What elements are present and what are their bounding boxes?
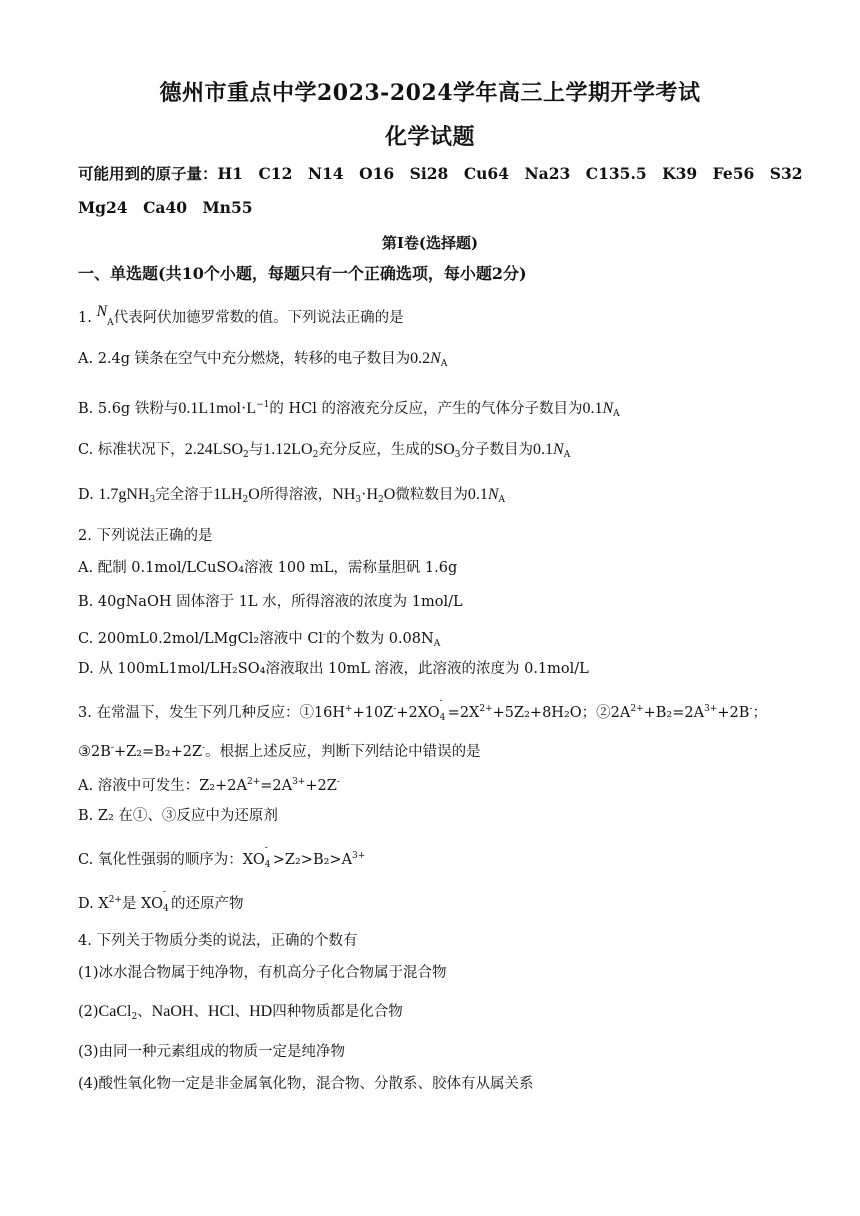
q1-d-nh3h2o: NH [332, 486, 356, 503]
q4-i2-sep1: 、 [137, 1004, 152, 1020]
q1-c-mid2: 充分反应，生成的 [318, 442, 435, 458]
q2-c-sub: A [433, 639, 441, 649]
q1-d-nh3h2o-o: O [383, 486, 396, 503]
q3-c-xo4-ion: - 4 [264, 843, 271, 870]
q1-a-na-sub: A [440, 359, 448, 369]
q1-a-text: A. 2.4g 镁条在空气中充分燃烧，转移的电子数目为 [78, 351, 411, 367]
q1-d-na: N [487, 486, 499, 503]
q3-d-xo4-ion: - 4 [163, 887, 169, 914]
q1-c-na-sub: A [563, 450, 571, 460]
q3-xo4-ion: - 4 [439, 696, 446, 723]
q1-d-mid3: 微粒数目为 [395, 487, 468, 503]
q3-l1-h: ； [752, 705, 767, 721]
section-heading: 一、单选题(共10个小题，每题只有一个正确选项，每小题2分) [78, 264, 527, 283]
q1-d-nh3h2o-h: ·H [361, 486, 379, 503]
q1-option-d: D. 1.7gNH$_3$完全溶于$1LH_2O$所得溶液，$NH_3\cdot H_2O$微粒数目为$0.1N_A$ [78, 486, 505, 505]
q1-c-o2: 1.12LO [263, 441, 313, 458]
q2-c-text: C. 200mL0.2mol/LMgCl₂溶液中 Cl [78, 631, 324, 647]
q1-b-text: B. 5.6g 铁粉与 [78, 401, 179, 417]
q4-item-2: (2)CaCl$_2$、NaOH、HCl、HD四种物质都是化合物 [78, 1003, 403, 1022]
q1-b-na-sub: A [613, 409, 620, 419]
q1-c-mid3: 分子数目为 [460, 442, 534, 458]
q4-i2-hd: HD [249, 1003, 273, 1020]
q1-b-conc-sup: −1 [256, 400, 270, 410]
q1-d-water: 1LH [213, 486, 243, 503]
q3-option-c: C. 氧化性强弱的顺序为：XO - 4 $>Z_2>B_2>A^{3+}$ [78, 843, 366, 870]
q1-option-b [78, 395, 620, 424]
q1-d-na-sub: A [498, 495, 505, 505]
q2-option-c [78, 625, 440, 654]
q4-i2-pre: (2) [78, 1004, 99, 1020]
q3-l1-e: +5Z₂+8H₂O；②2A [492, 705, 631, 721]
q3-c-pre: C. 氧化性强弱的顺序为：XO [78, 852, 265, 868]
question-3-line-1: 3. 在常温下，发生下列几种反应：①16H++10Z-+2XO - 4 $=2X^{2+}+5Z_2+8H_2O$；$②2A^{2+}+B_2=2A^{3+}+2B^-$； [78, 696, 767, 723]
q3-l1-d: =2X [447, 705, 480, 721]
volume-heading: 第I卷(选择题) [381, 234, 479, 252]
q3-option-a: A. 溶液中可发生：$Z_2+2A^{2+}=2A^{3+}+2Z^-$ [78, 777, 340, 794]
q1-d-nh3: 1.7gNH [98, 486, 150, 503]
q3-l1-a: 3. 在常温下，发生下列几种反应：①16H [78, 705, 346, 721]
q3-d-mid: 是 XO [121, 896, 164, 912]
q1-na-symbol: N [96, 303, 108, 320]
atomic-mass-values-1: H1 C12 N14 O16 Si28 Cu64 Na23 C135.5 K39 Fe56 S32 [217, 164, 803, 183]
q4-i2-sep2: 、 [193, 1004, 208, 1020]
q3-a-pre: A. 溶液中可发生：Z₂+2A [78, 778, 247, 794]
q2-option-d: D. 从 100mL1mol/LH₂SO₄溶液取出 10mL 溶液，此溶液的浓度为 0.1mol/L [78, 661, 589, 677]
q3-l1-f: +B₂=2A [643, 705, 705, 721]
q3-c-post: >Z₂>B₂>A [272, 852, 353, 868]
q1-b-mid: 的 HCl 的溶液充分反应，产生的气体分子数目为 [269, 401, 583, 417]
q1-na-sub: A [107, 318, 114, 328]
q1-option-a [78, 349, 447, 374]
q1-d-text: D. [78, 487, 99, 503]
exam-subtitle: 化学试题 [384, 124, 475, 150]
q1-number: 1. [78, 310, 92, 326]
q3-l2-b: +Z₂=B₂+2Z [113, 744, 203, 760]
q4-i2-post: 四种物质都是化合物 [272, 1004, 403, 1020]
question-3-line-2: ③2B-+Z₂=B₂+2Z-。根据上述反应，判断下列结论中错误的是 [78, 743, 481, 760]
q2-c-post: 的个数为 0.08N [326, 631, 434, 647]
q4-i2-cacl2: CaCl [98, 1003, 132, 1020]
q1-a-value: 0.2 [410, 350, 431, 367]
q1-c-value: 0.1 [533, 441, 554, 458]
q1-c-text: C. 标准状况下， [78, 442, 185, 458]
question-2-stem: 2. 下列说法正确的是 [78, 528, 213, 544]
q1-a-na: N [430, 350, 441, 367]
q3-l1-b: +10Z [352, 705, 394, 721]
q1-b-na: N [602, 400, 614, 417]
atomic-mass-line-1 [78, 164, 803, 184]
atomic-mass-values-2: Mg24 Ca40 Mn55 [78, 198, 253, 217]
q1-c-so3: SO [434, 441, 455, 458]
q3-l2-a: ③2B [78, 744, 111, 760]
q3-option-b: B. Z₂ 在①、③反应中为还原剂 [78, 808, 278, 824]
q1-d-water-o: O [248, 486, 260, 503]
q2-option-a: A. 配制 0.1mol/LCuSO₄溶液 100 mL，需称量胆矾 1.6g [78, 560, 458, 576]
q4-i2-sep3: 、 [234, 1004, 250, 1020]
q1-d-mid1: 完全溶于 [155, 487, 214, 503]
q1-b-conc: 0.1L1mol·L [178, 400, 257, 417]
q1-option-c: C. 标准状况下，$2.24LSO_2$与$1.12LO_2$充分反应，生成的$SO_3$分子数目为$0.1N_A$ [78, 441, 571, 460]
q4-i2-hcl: HCl [207, 1003, 235, 1020]
q4-i2-naoh: NaOH [151, 1003, 194, 1020]
q1-d-mid2: 所得溶液， [259, 487, 333, 503]
q1-d-value: 0.1 [467, 486, 488, 503]
q3-a-post: +2Z [305, 778, 337, 794]
q1-stem-text: 代表阿伏加德罗常数的值。下列说法正确的是 [113, 310, 404, 326]
q3-l2-c: 。根据上述反应，判断下列结论中错误的是 [205, 744, 481, 760]
q1-c-na: N [553, 441, 564, 458]
q2-option-b: B. 40gNaOH 固体溶于 1L 水，所得溶液的浓度为 1mol/L [78, 594, 463, 610]
q1-b-value: 0.1 [582, 400, 603, 417]
q1-c-so2: 2.24LSO [184, 441, 244, 458]
q3-d-post: 的还原产物 [171, 896, 244, 912]
question-4-stem: 4. 下列关于物质分类的说法，正确的个数有 [78, 933, 358, 949]
q3-option-d: D. $X^{2+}$是 XO - 4 的还原产物 [78, 887, 244, 914]
q2-c-sup: - [323, 630, 327, 640]
exam-title: 德州市重点中学2023-2024学年高三上学期开学考试 [159, 80, 701, 106]
q4-item-3: (3)由同一种元素组成的物质一定是纯净物 [78, 1044, 346, 1060]
q4-item-4: (4)酸性氧化物一定是非金属氧化物，混合物、分散系、胶体有从属关系 [78, 1076, 534, 1092]
question-1-stem [78, 303, 404, 333]
q3-l1-g: +2B [717, 705, 750, 721]
q3-a-mid: =2A [260, 778, 293, 794]
q1-c-mid1: 与 [248, 442, 264, 458]
q3-d-pre: D. X [78, 896, 109, 912]
atomic-mass-label: 可能用到的原子量： [78, 164, 218, 183]
q4-item-1: (1)冰水混合物属于纯净物，有机高分子化合物属于混合物 [78, 965, 447, 981]
q3-l1-c: +2XO [396, 705, 440, 721]
